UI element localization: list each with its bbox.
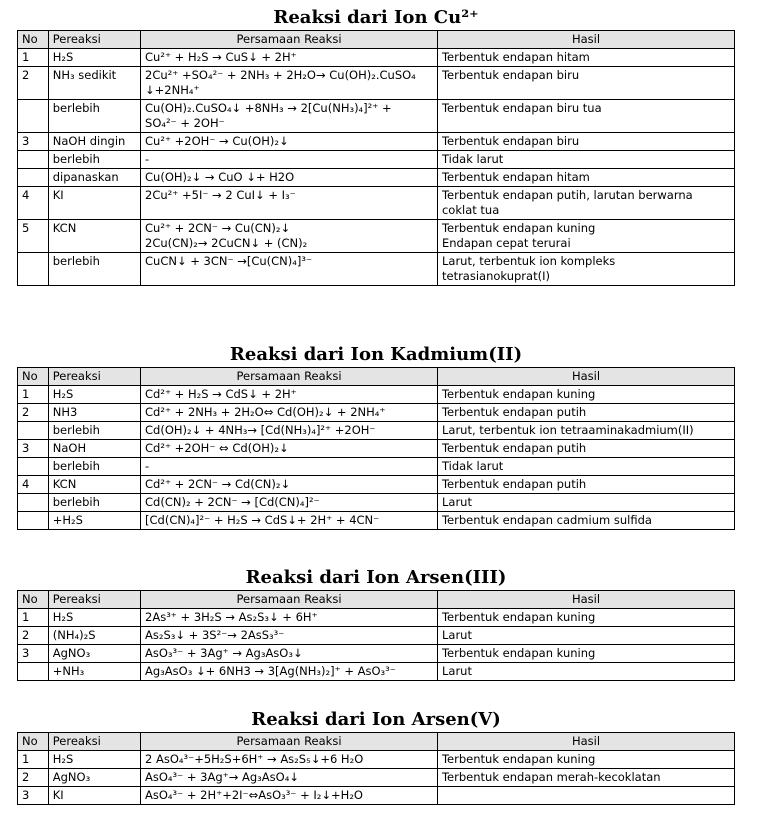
header-pereaksi: Pereaksi bbox=[48, 368, 140, 386]
row-number: 1 bbox=[18, 386, 49, 404]
table-row bbox=[18, 494, 735, 512]
table-row bbox=[18, 627, 735, 645]
result-cell bbox=[437, 627, 734, 645]
header-no: No bbox=[18, 733, 49, 751]
result-cell bbox=[437, 440, 734, 458]
header-hasil: Hasil bbox=[437, 368, 734, 386]
reagent-cell: +H₂S bbox=[48, 512, 140, 530]
equation-line: SO₄²⁻ + 2OH⁻ bbox=[145, 116, 225, 130]
table-row bbox=[18, 49, 735, 67]
result-cell bbox=[437, 67, 734, 100]
table-row bbox=[18, 440, 735, 458]
result-line: Terbentuk endapan kuning bbox=[441, 610, 596, 624]
result-cell bbox=[437, 787, 734, 805]
result-line: Terbentuk endapan merah-kecoklatan bbox=[441, 770, 661, 784]
result-cell bbox=[437, 422, 734, 440]
equation-line: 2Cu(CN)₂→ 2CuCN↓ + (CN)₂ bbox=[145, 236, 308, 250]
equation-cell bbox=[141, 133, 438, 151]
reagent-cell: +NH₃ bbox=[48, 663, 140, 681]
equation-cell bbox=[141, 67, 438, 100]
result-cell bbox=[437, 386, 734, 404]
row-number bbox=[18, 458, 49, 476]
row-number bbox=[18, 494, 49, 512]
header-no: No bbox=[18, 368, 49, 386]
header-persamaan: Persamaan Reaksi bbox=[141, 591, 438, 609]
reagent-cell: (NH₄)₂S bbox=[48, 627, 140, 645]
header-hasil: Hasil bbox=[437, 733, 734, 751]
equation-line: 2Cu²⁺ +SO₄²⁻ + 2NH₃ + 2H₂O→ Cu(OH)₂.CuSO₄ bbox=[145, 68, 416, 82]
equation-cell bbox=[141, 100, 438, 133]
equation-cell bbox=[141, 609, 438, 627]
result-line: Terbentuk endapan hitam bbox=[441, 50, 590, 64]
result-line: Terbentuk endapan kuning bbox=[441, 646, 596, 660]
result-cell bbox=[437, 645, 734, 663]
table-header-row bbox=[18, 368, 735, 386]
equation-cell bbox=[141, 494, 438, 512]
table-row bbox=[18, 787, 735, 805]
result-cell bbox=[437, 769, 734, 787]
table-row bbox=[18, 404, 735, 422]
equation-line: - bbox=[145, 459, 150, 473]
table-header-row bbox=[18, 31, 735, 49]
reaction-section bbox=[17, 8, 735, 286]
reagent-cell: berlebih bbox=[48, 253, 140, 286]
equation-line: AsO₄³⁻ + 3Ag⁺→ Ag₃AsO₄↓ bbox=[145, 770, 299, 784]
equation-line: Cu(OH)₂↓ → CuO ↓+ H2O bbox=[145, 170, 295, 184]
table-row bbox=[18, 609, 735, 627]
equation-line: - bbox=[145, 152, 150, 166]
result-line: Terbentuk endapan putih, larutan berwarna bbox=[441, 188, 693, 202]
equation-line: Cd²⁺ + H₂S → CdS↓ + 2H⁺ bbox=[145, 387, 297, 401]
result-cell bbox=[437, 100, 734, 133]
equation-cell bbox=[141, 769, 438, 787]
reaction-section bbox=[17, 568, 735, 681]
result-line: Terbentuk endapan biru tua bbox=[441, 101, 602, 115]
equation-cell bbox=[141, 253, 438, 286]
equation-cell bbox=[141, 422, 438, 440]
section-title: Reaksi dari Ion Arsen(V) bbox=[251, 709, 501, 730]
equation-line: 2Cu²⁺ +5I⁻ → 2 CuI↓ + I₃⁻ bbox=[145, 188, 296, 202]
section-title: Reaksi dari Ion Kadmium(II) bbox=[229, 344, 523, 365]
header-no: No bbox=[18, 31, 49, 49]
row-number bbox=[18, 169, 49, 187]
reagent-cell: NaOH bbox=[48, 440, 140, 458]
equation-cell bbox=[141, 151, 438, 169]
reagent-cell: dipanaskan bbox=[48, 169, 140, 187]
header-persamaan: Persamaan Reaksi bbox=[141, 31, 438, 49]
reagent-cell: KI bbox=[48, 787, 140, 805]
equation-cell bbox=[141, 751, 438, 769]
equation-line: As₂S₃↓ + 3S²⁻→ 2AsS₃³⁻ bbox=[145, 628, 285, 642]
table-row bbox=[18, 645, 735, 663]
equation-line: Cu(OH)₂.CuSO₄↓ +8NH₃ → 2[Cu(NH₃)₄]²⁺ + bbox=[145, 101, 392, 115]
equation-line: Cu²⁺ + H₂S → CuS↓ + 2H⁺ bbox=[145, 50, 297, 64]
row-number: 4 bbox=[18, 476, 49, 494]
header-hasil: Hasil bbox=[437, 31, 734, 49]
result-line: coklat tua bbox=[441, 203, 500, 217]
reaction-table bbox=[17, 30, 735, 286]
row-number: 4 bbox=[18, 187, 49, 220]
reagent-cell: H₂S bbox=[48, 386, 140, 404]
equation-line: Cu²⁺ +2OH⁻ → Cu(OH)₂↓ bbox=[145, 134, 289, 148]
equation-cell bbox=[141, 440, 438, 458]
table-row bbox=[18, 458, 735, 476]
table-row bbox=[18, 151, 735, 169]
equation-line: Cd²⁺ +2OH⁻ ⇔ Cd(OH)₂↓ bbox=[145, 441, 289, 455]
equation-cell bbox=[141, 663, 438, 681]
equation-cell bbox=[141, 220, 438, 253]
result-cell bbox=[437, 49, 734, 67]
header-no: No bbox=[18, 591, 49, 609]
equation-line: Cd²⁺ + 2CN⁻ → Cd(CN)₂↓ bbox=[145, 477, 291, 491]
table-row bbox=[18, 476, 735, 494]
reagent-cell: AgNO₃ bbox=[48, 645, 140, 663]
equation-cell bbox=[141, 645, 438, 663]
row-number bbox=[18, 663, 49, 681]
result-cell bbox=[437, 404, 734, 422]
row-number: 3 bbox=[18, 440, 49, 458]
reagent-cell: H₂S bbox=[48, 49, 140, 67]
header-pereaksi: Pereaksi bbox=[48, 31, 140, 49]
equation-cell bbox=[141, 476, 438, 494]
equation-cell bbox=[141, 627, 438, 645]
result-cell bbox=[437, 187, 734, 220]
result-cell bbox=[437, 169, 734, 187]
row-number: 1 bbox=[18, 751, 49, 769]
result-line: Terbentuk endapan hitam bbox=[441, 170, 590, 184]
table-row bbox=[18, 512, 735, 530]
row-number: 5 bbox=[18, 220, 49, 253]
result-cell bbox=[437, 512, 734, 530]
equation-line: Cd(OH)₂↓ + 4NH₃→ [Cd(NH₃)₄]²⁺ +2OH⁻ bbox=[145, 423, 376, 437]
equation-cell bbox=[141, 404, 438, 422]
row-number: 2 bbox=[18, 404, 49, 422]
result-line: Larut, terbentuk ion kompleks bbox=[441, 254, 616, 268]
equation-line: [Cd(CN)₄]²⁻ + H₂S → CdS↓+ 2H⁺ + 4CN⁻ bbox=[145, 513, 380, 527]
reaction-section bbox=[17, 710, 735, 805]
header-pereaksi: Pereaksi bbox=[48, 591, 140, 609]
result-line: Terbentuk endapan putih bbox=[441, 477, 587, 491]
result-line: Terbentuk endapan kuning bbox=[441, 221, 596, 235]
result-line: Endapan cepat terurai bbox=[441, 236, 571, 250]
row-number: 1 bbox=[18, 49, 49, 67]
equation-cell bbox=[141, 787, 438, 805]
result-line: Terbentuk endapan putih bbox=[441, 441, 587, 455]
result-cell bbox=[437, 663, 734, 681]
header-persamaan: Persamaan Reaksi bbox=[141, 733, 438, 751]
table-row bbox=[18, 187, 735, 220]
row-number: 2 bbox=[18, 627, 49, 645]
row-number bbox=[18, 253, 49, 286]
reagent-cell: berlebih bbox=[48, 100, 140, 133]
reagent-cell: KCN bbox=[48, 476, 140, 494]
equation-cell bbox=[141, 49, 438, 67]
equation-cell bbox=[141, 169, 438, 187]
equation-cell bbox=[141, 512, 438, 530]
reagent-cell: H₂S bbox=[48, 751, 140, 769]
equation-cell bbox=[141, 187, 438, 220]
result-line: Tidak larut bbox=[441, 152, 504, 166]
table-row bbox=[18, 663, 735, 681]
result-line: Terbentuk endapan putih bbox=[441, 405, 587, 419]
equation-line: 2As³⁺ + 3H₂S → As₂S₃↓ + 6H⁺ bbox=[145, 610, 318, 624]
reagent-cell: KI bbox=[48, 187, 140, 220]
reagent-cell: berlebih bbox=[48, 494, 140, 512]
row-number: 2 bbox=[18, 67, 49, 100]
equation-line: CuCN↓ + 3CN⁻ →[Cu(CN)₄]³⁻ bbox=[145, 254, 313, 268]
table-row bbox=[18, 253, 735, 286]
row-number bbox=[18, 100, 49, 133]
result-line: tetrasianokuprat(I) bbox=[441, 269, 550, 283]
equation-cell bbox=[141, 386, 438, 404]
reagent-cell: NaOH dingin bbox=[48, 133, 140, 151]
equation-line: Ag₃AsO₃ ↓+ 6NH3 → 3[Ag(NH₃)₂]⁺ + AsO₃³⁻ bbox=[145, 664, 396, 678]
result-line: Larut bbox=[441, 628, 472, 642]
table-header-row bbox=[18, 733, 735, 751]
equation-line: AsO₃³⁻ + 3Ag⁺ → Ag₃AsO₃↓ bbox=[145, 646, 303, 660]
reagent-cell: berlebih bbox=[48, 458, 140, 476]
reaction-table bbox=[17, 590, 735, 681]
table-row bbox=[18, 422, 735, 440]
table-row bbox=[18, 169, 735, 187]
reaction-table bbox=[17, 367, 735, 530]
header-pereaksi: Pereaksi bbox=[48, 733, 140, 751]
result-line: Terbentuk endapan kuning bbox=[441, 387, 596, 401]
result-cell bbox=[437, 751, 734, 769]
reaction-section bbox=[17, 345, 735, 530]
section-title: Reaksi dari Ion Arsen(III) bbox=[245, 567, 507, 588]
reagent-cell: NH₃ sedikit bbox=[48, 67, 140, 100]
reagent-cell: NH3 bbox=[48, 404, 140, 422]
result-cell bbox=[437, 220, 734, 253]
row-number bbox=[18, 151, 49, 169]
equation-line: AsO₄³⁻ + 2H⁺+2I⁻⇔AsO₃³⁻ + I₂↓+H₂O bbox=[145, 788, 363, 802]
result-cell bbox=[437, 151, 734, 169]
row-number: 3 bbox=[18, 787, 49, 805]
table-row bbox=[18, 220, 735, 253]
result-cell bbox=[437, 458, 734, 476]
result-line: Larut bbox=[441, 495, 472, 509]
result-line: Tidak larut bbox=[441, 459, 504, 473]
result-line: Larut, terbentuk ion tetraaminakadmium(II) bbox=[441, 423, 694, 437]
table-row bbox=[18, 386, 735, 404]
equation-line: 2 AsO₄³⁻+5H₂S+6H⁺ → As₂S₅↓+6 H₂O bbox=[145, 752, 364, 766]
table-row bbox=[18, 133, 735, 151]
table-row bbox=[18, 67, 735, 100]
result-cell bbox=[437, 253, 734, 286]
reagent-cell: AgNO₃ bbox=[48, 769, 140, 787]
reagent-cell: KCN bbox=[48, 220, 140, 253]
reagent-cell: H₂S bbox=[48, 609, 140, 627]
table-header-row bbox=[18, 591, 735, 609]
section-title: Reaksi dari Ion Cu²⁺ bbox=[273, 7, 479, 28]
equation-line: Cd²⁺ + 2NH₃ + 2H₂O⇔ Cd(OH)₂↓ + 2NH₄⁺ bbox=[145, 405, 386, 419]
result-cell bbox=[437, 609, 734, 627]
table-row bbox=[18, 769, 735, 787]
table-row bbox=[18, 100, 735, 133]
result-cell bbox=[437, 476, 734, 494]
equation-line: Cd(CN)₂ + 2CN⁻ → [Cd(CN)₄]²⁻ bbox=[145, 495, 320, 509]
row-number bbox=[18, 422, 49, 440]
result-cell bbox=[437, 133, 734, 151]
result-line: Terbentuk endapan kuning bbox=[441, 752, 596, 766]
reagent-cell: berlebih bbox=[48, 151, 140, 169]
result-cell bbox=[437, 494, 734, 512]
result-line: Terbentuk endapan biru bbox=[441, 134, 580, 148]
header-persamaan: Persamaan Reaksi bbox=[141, 368, 438, 386]
row-number: 3 bbox=[18, 645, 49, 663]
row-number: 1 bbox=[18, 609, 49, 627]
table-row bbox=[18, 751, 735, 769]
result-line: Terbentuk endapan biru bbox=[441, 68, 580, 82]
header-hasil: Hasil bbox=[437, 591, 734, 609]
equation-line: Cu²⁺ + 2CN⁻ → Cu(CN)₂↓ bbox=[145, 221, 291, 235]
row-number: 2 bbox=[18, 769, 49, 787]
equation-line: ↓+2NH₄⁺ bbox=[145, 83, 200, 97]
result-line: Terbentuk endapan cadmium sulfida bbox=[441, 513, 652, 527]
equation-cell bbox=[141, 458, 438, 476]
reagent-cell: berlebih bbox=[48, 422, 140, 440]
reaction-table bbox=[17, 732, 735, 805]
result-line: Larut bbox=[441, 664, 472, 678]
row-number bbox=[18, 512, 49, 530]
row-number: 3 bbox=[18, 133, 49, 151]
